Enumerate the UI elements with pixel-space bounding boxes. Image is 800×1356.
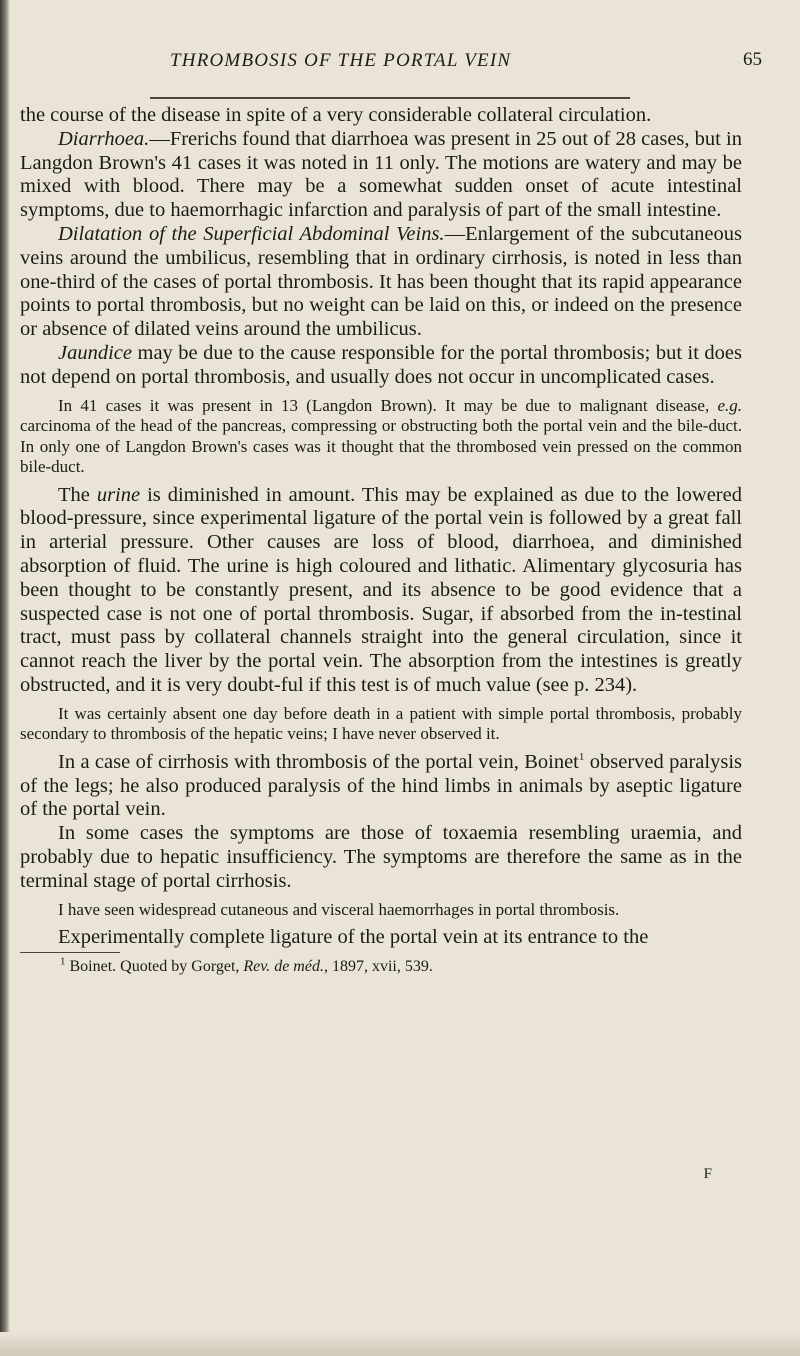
- note-glycosuria: It was certainly absent one day before death in a patient with simple portal thrombosis, probably secondary to thrombosis of the hepatic veins; I have never observed it.: [20, 703, 742, 744]
- binding-edge: [0, 0, 10, 1356]
- text-column: [20, 104, 742, 976]
- signature-mark: F: [703, 1166, 712, 1182]
- footnote-text-a: Boinet. Quoted by Gorget,: [69, 957, 244, 975]
- footnote-mark: 1: [60, 955, 66, 968]
- paragraph-dilatation-text: —Enlargement of the subcutaneous veins around the umbilicus, resembling that in ordinary cirrhosis, is noted in less than one-third of the cases of portal thrombosis. It has been thought that its rapid appearance points to portal thrombosis, but no weight can be laid on this, or indeed on the presence or absence of dilated veins around the umbilicus.: [20, 222, 742, 341]
- header-rule: [150, 97, 630, 99]
- paragraph-paralysis-lead: In a case of cirrhosis with thrombosis of the portal vein, Boinet: [58, 750, 579, 773]
- paragraph-jaundice: [20, 342, 742, 390]
- note-jaundice-text-b: carcinoma of the head of the pancreas, compressing or obstructing both the portal vein and the bile-duct. In only one of Langdon Brown's cases was it thought that the thrombosed vein pressed on the common bile-duct.: [20, 416, 742, 477]
- page-number: 65: [743, 49, 762, 70]
- paragraph-urine: [20, 484, 742, 698]
- paragraph-urine-lead: The: [58, 483, 97, 506]
- paragraph-ligature: Experimentally complete ligature of the portal vein at its entrance to the: [58, 926, 649, 949]
- note-jaundice-eg: e.g.: [717, 395, 742, 415]
- book-page: [20, 0, 782, 1356]
- paragraph-paralysis-text: observed paralysis of the legs; he also produced paralysis of the hind limbs in animals by aseptic ligature of the portal vein.: [20, 750, 743, 821]
- footnote-journal: Rev. de méd.: [243, 957, 324, 975]
- term-dilatation: Dilatation of the Superficial Abdominal Veins.: [58, 222, 445, 245]
- footnote-reference: 1: [578, 750, 585, 763]
- paragraph-jaundice-text: may be due to the cause responsible for the portal thrombosis; but it does not depend on portal thrombosis, and usually does not occur in uncomplicated cases.: [20, 341, 742, 388]
- footnote-text-b: , 1897, xvii, 539.: [323, 957, 433, 975]
- paragraph-diarrhoea: [20, 128, 742, 223]
- term-urine: urine: [96, 483, 141, 506]
- running-title: THROMBOSIS OF THE PORTAL VEIN: [170, 50, 512, 71]
- note-haemorrhages: I have seen widespread cutaneous and visceral haemorrhages in portal thrombosis.: [58, 899, 620, 919]
- note-jaundice: [20, 396, 742, 478]
- paragraph-continuation: the course of the disease in spite of a very considerable collateral circulation.: [20, 104, 652, 126]
- paragraph-dilatation: [20, 223, 742, 342]
- note-jaundice-text-a: In 41 cases it was present in 13 (Langdon Brown). It may be due to malignant disease,: [58, 395, 718, 415]
- paragraph-diarrhoea-text: —Frerichs found that diarrhoea was present in 25 out of 28 cases, but in Langdon Brown's 41 cases it was noted in 11 only. The motions are watery and may be mixed with blood. There may be a somewhat sudden onset of acute intestinal symptoms, due to haemorrhagic infarction and paralysis of part of the small intestine.: [20, 127, 742, 222]
- paragraph-paralysis: [20, 751, 742, 822]
- footnote-rule: [20, 952, 120, 953]
- footnote: [20, 957, 742, 976]
- term-diarrhoea: Diarrhoea.: [58, 127, 150, 150]
- paragraph-toxaemia: In some cases the symptoms are those of toxaemia resembling uraemia, and probably due to hepatic insufficiency. The symptoms are therefore the same as in the terminal stage of portal cirrhosis.: [20, 822, 742, 892]
- term-jaundice: Jaundice: [58, 341, 132, 364]
- paragraph-urine-text: is diminished in amount. This may be explained as due to the lowered blood-pressure, since experimental ligature of the portal vein is followed by a great fall in arterial pressure. Other causes are loss of blood, diarrhoea, and diminished absorption of fluid. The urine is high coloured and lithatic. Alimentary glycosuria has been thought to be constantly present, and its absence to be good evidence that a suspected case is not one of portal thrombosis. Sugar, if absorbed from the in-testinal tract, must pass by collateral channels straight into the general circulation, since it cannot reach the liver by the portal vein. The absorption from the intestines is greatly obstructed, and it is very doubt-ful if this test is of much value (see p. 234).: [20, 483, 742, 696]
